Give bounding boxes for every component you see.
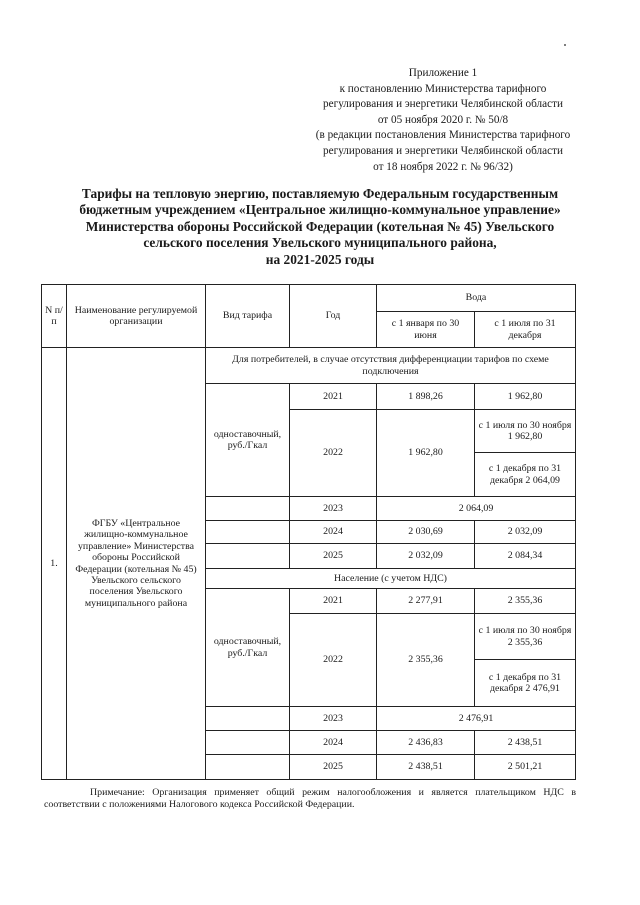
table-row: [42, 348, 576, 384]
value-cell: 2 032,09: [377, 544, 475, 569]
empty-cell: [206, 521, 290, 544]
value-cell: с 1 июля по 30 ноября 2 355,36: [475, 614, 576, 660]
document-title: [40, 186, 600, 268]
empty-cell: [206, 544, 290, 569]
header-row: [42, 285, 576, 312]
value-cell: 2 501,21: [475, 755, 576, 780]
scan-mark: [564, 44, 566, 46]
row-number: 1.: [42, 348, 67, 780]
value-cell: 2 355,36: [475, 589, 576, 614]
value-cell: 2 030,69: [377, 521, 475, 544]
year-cell: 2023: [290, 707, 377, 731]
col-header-num: N п/п: [42, 285, 67, 348]
year-cell: 2022: [290, 614, 377, 707]
empty-cell: [206, 707, 290, 731]
col-header-water: Вода: [377, 285, 576, 312]
appendix-line: к постановлению Министерства тарифного: [339, 82, 547, 95]
year-cell: 2021: [290, 589, 377, 614]
tariff-table: [41, 284, 576, 780]
col-header-half2: с 1 июля по 31 декабря: [475, 312, 576, 348]
year-cell: 2025: [290, 544, 377, 569]
value-cell: 2 277,91: [377, 589, 475, 614]
appendix-block: [268, 66, 618, 175]
value-cell: 1 962,80: [377, 410, 475, 497]
col-header-half1: с 1 января по 30 июня: [377, 312, 475, 348]
year-cell: 2021: [290, 384, 377, 410]
footnote: Примечание: Организация применяет общий режим налогообложения и является плательщиком НДС в соответствии с положениями Налогового кодекса Российской Федерации.: [44, 787, 576, 810]
empty-cell: [206, 731, 290, 755]
value-cell: с 1 декабря по 31 декабря 2 476,91: [475, 660, 576, 707]
tariff-type-cell: одноставочный, руб./Гкал: [206, 384, 290, 497]
appendix-line: от 05 ноября 2020 г. № 50/8: [377, 113, 509, 126]
group-label: Для потребителей, в случае отсутствия дифференциации тарифов по схеме подключения: [206, 348, 576, 384]
year-cell: 2024: [290, 521, 377, 544]
title-line: бюджетным учреждением «Центральное жилищно-коммунальное управление»: [79, 202, 561, 218]
org-name-cell: ФГБУ «Центральное жилищно-коммунальное управление» Министерства обороны Российской Федерации (котельная № 45) Увельского сельского поселения Увельского муниципального района: [67, 348, 206, 780]
value-cell: 2 084,34: [475, 544, 576, 569]
tariff-type-cell: одноставочный, руб./Гкал: [206, 589, 290, 707]
appendix-line: (в редакции постановления Министерства тарифного: [315, 129, 571, 142]
empty-cell: [206, 755, 290, 780]
value-cell: 2 355,36: [377, 614, 475, 707]
group-label: Население (с учетом НДС): [206, 569, 576, 589]
appendix-line: от 18 ноября 2022 г. № 96/32): [373, 160, 513, 173]
value-cell: 2 064,09: [377, 497, 576, 521]
appendix-line: регулирования и энергетики Челябинской области: [323, 144, 563, 157]
col-header-type: Вид тарифа: [206, 285, 290, 348]
value-cell: 1 962,80: [475, 384, 576, 410]
col-header-year: Год: [290, 285, 377, 348]
col-header-org: Наименование регулируемой организации: [67, 285, 206, 348]
value-cell: 2 438,51: [475, 731, 576, 755]
value-cell: 2 032,09: [475, 521, 576, 544]
value-cell: 2 476,91: [377, 707, 576, 731]
empty-cell: [206, 497, 290, 521]
year-cell: 2025: [290, 755, 377, 780]
year-cell: 2024: [290, 731, 377, 755]
title-line: Тарифы на тепловую энергию, поставляемую Федеральным государственным: [81, 186, 559, 201]
title-line: сельского поселения Увельского муниципального района,: [143, 235, 497, 251]
appendix-line: регулирования и энергетики Челябинской области: [323, 98, 563, 111]
value-cell: с 1 июля по 30 ноября 1 962,80: [475, 410, 576, 453]
value-cell: 2 436,83: [377, 731, 475, 755]
title-line: Министерства обороны Российской Федерации (котельная № 45) Увельского: [85, 218, 555, 234]
value-cell: с 1 декабря по 31 декабря 2 064,09: [475, 453, 576, 497]
title-line: на 2021-2025 годы: [265, 251, 375, 267]
appendix-line: Приложение 1: [408, 67, 478, 79]
value-cell: 2 438,51: [377, 755, 475, 780]
value-cell: 1 898,26: [377, 384, 475, 410]
year-cell: 2023: [290, 497, 377, 521]
year-cell: 2022: [290, 410, 377, 497]
